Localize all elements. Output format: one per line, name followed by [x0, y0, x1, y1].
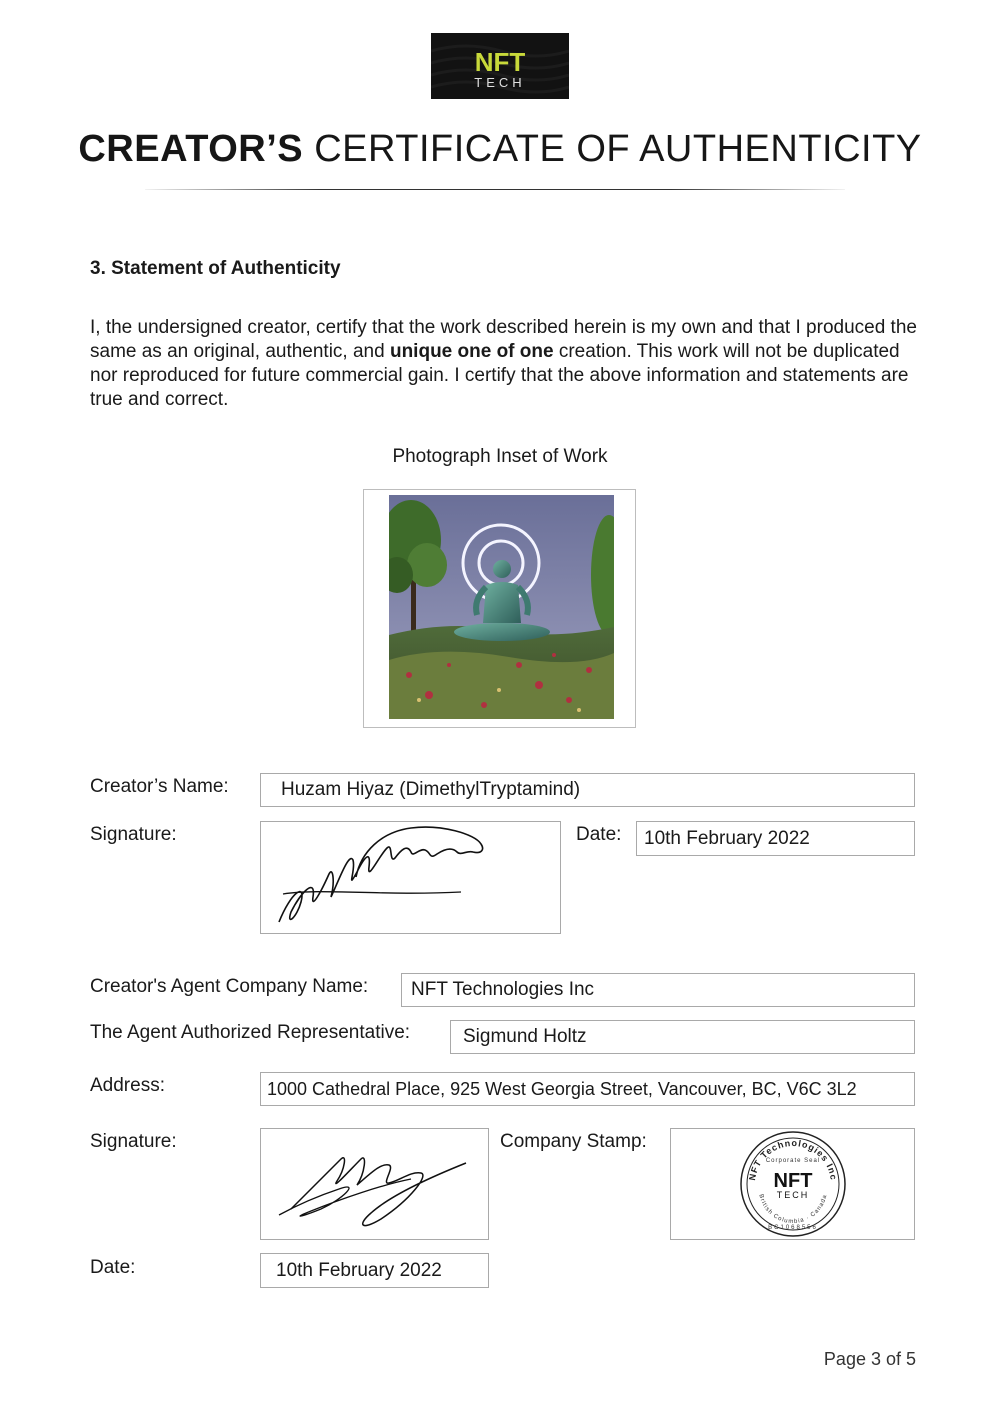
seal-sub-text: TECH: [776, 1190, 810, 1200]
agent-signature: [261, 1129, 488, 1239]
logo-main-text: NFT: [474, 47, 526, 77]
creator-name-label: Creator’s Name:: [90, 776, 229, 797]
agent-signature-label: Signature:: [90, 1131, 177, 1152]
seal-ring-text: NFT Technologies Inc: [747, 1137, 839, 1182]
company-stamp-box: [670, 1128, 915, 1240]
photo-frame: [363, 489, 636, 728]
artwork-photo: [389, 495, 614, 719]
creator-signature-label: Signature:: [90, 824, 177, 845]
creator-date-field[interactable]: 10th February 2022: [636, 821, 915, 856]
logo-sub-text: TECH: [474, 75, 526, 90]
statement-text-1: I, the undersigned creator, certify that the work described herein is my own and that I produced the same as an original, authentic, and: [90, 317, 917, 362]
seal-number-text: BC1068556: [768, 1225, 818, 1231]
nft-tech-logo: [431, 33, 569, 99]
creator-signature-box[interactable]: [260, 821, 561, 934]
title-bold: CREATOR’S: [78, 128, 304, 170]
seal-main-text: NFT: [773, 1170, 813, 1192]
agent-company-label: Creator's Agent Company Name:: [90, 976, 369, 997]
agent-rep-label: The Agent Authorized Representative:: [90, 1022, 411, 1043]
section-heading: 3. Statement of Authenticity: [90, 258, 341, 279]
statement-text-2: creation. This work will not be duplicated nor reproduced for future commercial gain. I certify that the above information and statements are true and correct.: [90, 341, 909, 410]
company-stamp-label: Company Stamp:: [500, 1131, 647, 1152]
agent-rep-field[interactable]: Sigmund Holtz: [450, 1020, 915, 1054]
agent-date-label: Date:: [90, 1257, 136, 1278]
creator-date-label: Date:: [576, 824, 622, 845]
agent-date-field[interactable]: 10th February 2022: [260, 1253, 489, 1288]
agent-company-field[interactable]: NFT Technologies Inc: [401, 973, 915, 1007]
page-number: Page 3 of 5: [823, 1349, 916, 1369]
title-divider: [145, 189, 845, 190]
statement-paragraph: [90, 316, 920, 412]
address-field[interactable]: 1000 Cathedral Place, 925 West Georgia Street, Vancouver, BC, V6C 3L2: [260, 1072, 915, 1106]
company-seal: [671, 1129, 914, 1239]
address-label: Address:: [90, 1075, 165, 1096]
agent-signature-box[interactable]: [260, 1128, 489, 1240]
creator-name-field[interactable]: Huzam Hiyaz (DimethylTryptamind): [260, 773, 915, 807]
statement-bold: unique one of one: [389, 341, 554, 362]
photo-label: Photograph Inset of Work: [392, 446, 608, 467]
seal-location-text: British Columbia · Canada: [757, 1193, 829, 1226]
seal-corporate-text: Corporate Seal: [765, 1158, 821, 1164]
title-rest: CERTIFICATE OF AUTHENTICITY: [314, 128, 922, 170]
page-title: [0, 128, 1000, 171]
logo-graphic: [431, 33, 569, 99]
creator-signature: [261, 822, 560, 933]
